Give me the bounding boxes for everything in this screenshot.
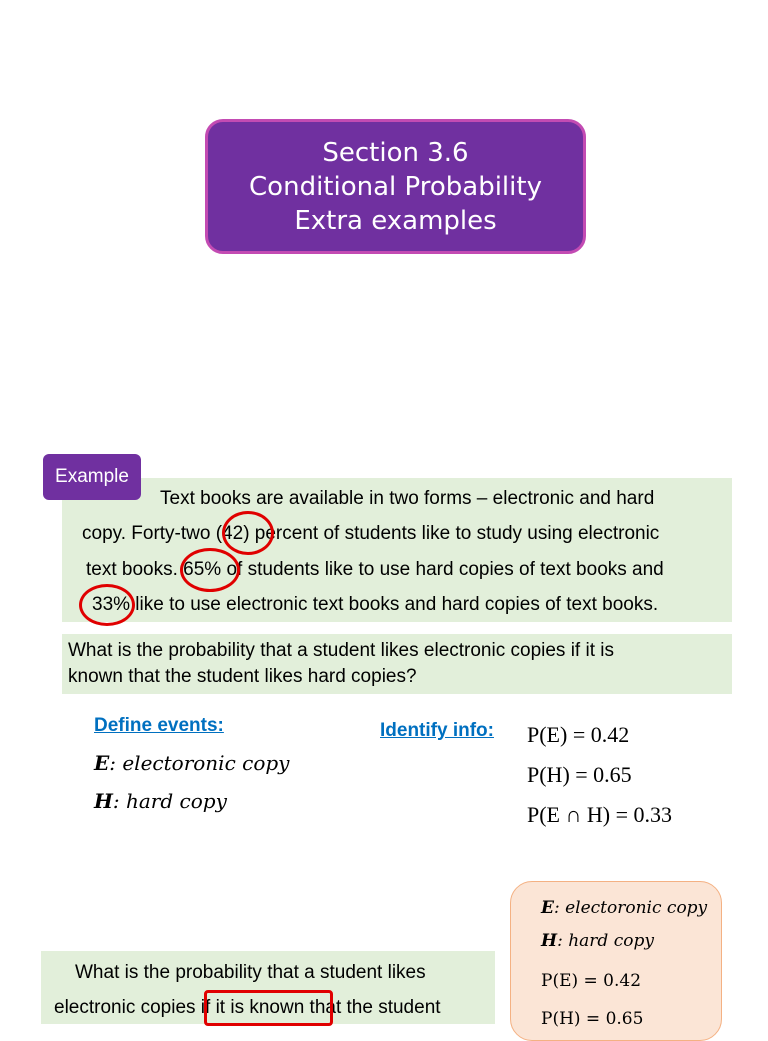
example-problem-box bbox=[62, 478, 732, 622]
highlight-circle-42 bbox=[222, 511, 274, 555]
summary-e-definition bbox=[541, 898, 707, 918]
problem-line-1: Text books are available in two forms – electronic and hard bbox=[160, 488, 655, 509]
prob-e-and-h: P(E ∩ H) = 0.33 bbox=[527, 802, 673, 827]
event-e-label: E bbox=[94, 751, 110, 775]
problem-line-3: text books. 65% of students like to use hard copies of text books and bbox=[86, 559, 664, 580]
problem-line-4: 33% like to use electronic text books and hard copies of text books. bbox=[92, 594, 659, 615]
define-events-heading: Define events: bbox=[94, 715, 224, 736]
highlight-circle-65 bbox=[180, 548, 240, 592]
summary-h-definition bbox=[541, 931, 654, 951]
event-h-text: : hard copy bbox=[112, 789, 227, 813]
summary-e-label: E bbox=[541, 898, 554, 918]
question-line-1: What is the probability that a student likes electronic copies if it is bbox=[68, 640, 614, 661]
title-line-1: Section 3.6 bbox=[322, 137, 469, 168]
title-line-2: Conditional Probability bbox=[249, 171, 542, 202]
example-badge: Example bbox=[43, 454, 141, 500]
event-e-definition bbox=[94, 751, 289, 775]
summary-h-text: : hard copy bbox=[557, 931, 654, 951]
question2-line-2: electronic copies if it is known that the student bbox=[54, 997, 441, 1018]
highlight-rect-if-known bbox=[204, 990, 333, 1026]
identify-info-heading: Identify info: bbox=[380, 720, 494, 741]
question2-line-1: What is the probability that a student likes bbox=[75, 962, 426, 983]
summary-prob-e: P(E) = 0.42 bbox=[541, 971, 642, 991]
prob-e: P(E) = 0.42 bbox=[527, 722, 630, 747]
question-box bbox=[62, 634, 732, 694]
summary-prob-h: P(H) = 0.65 bbox=[541, 1009, 644, 1029]
event-h-definition bbox=[94, 789, 227, 813]
summary-e-text: : electoronic copy bbox=[553, 898, 708, 918]
problem-line-2: copy. Forty-two (42) percent of students like to study using electronic bbox=[82, 523, 660, 544]
question-line-2: known that the student likes hard copies? bbox=[68, 666, 417, 687]
highlight-circle-33 bbox=[79, 584, 135, 626]
summary-h-label: H bbox=[541, 931, 558, 951]
section-title-box bbox=[205, 119, 586, 254]
event-h-label: H bbox=[94, 789, 113, 813]
prob-h: P(H) = 0.65 bbox=[527, 762, 632, 787]
event-e-text: : electoronic copy bbox=[109, 751, 290, 775]
title-line-3: Extra examples bbox=[294, 205, 497, 236]
summary-box bbox=[510, 881, 722, 1041]
